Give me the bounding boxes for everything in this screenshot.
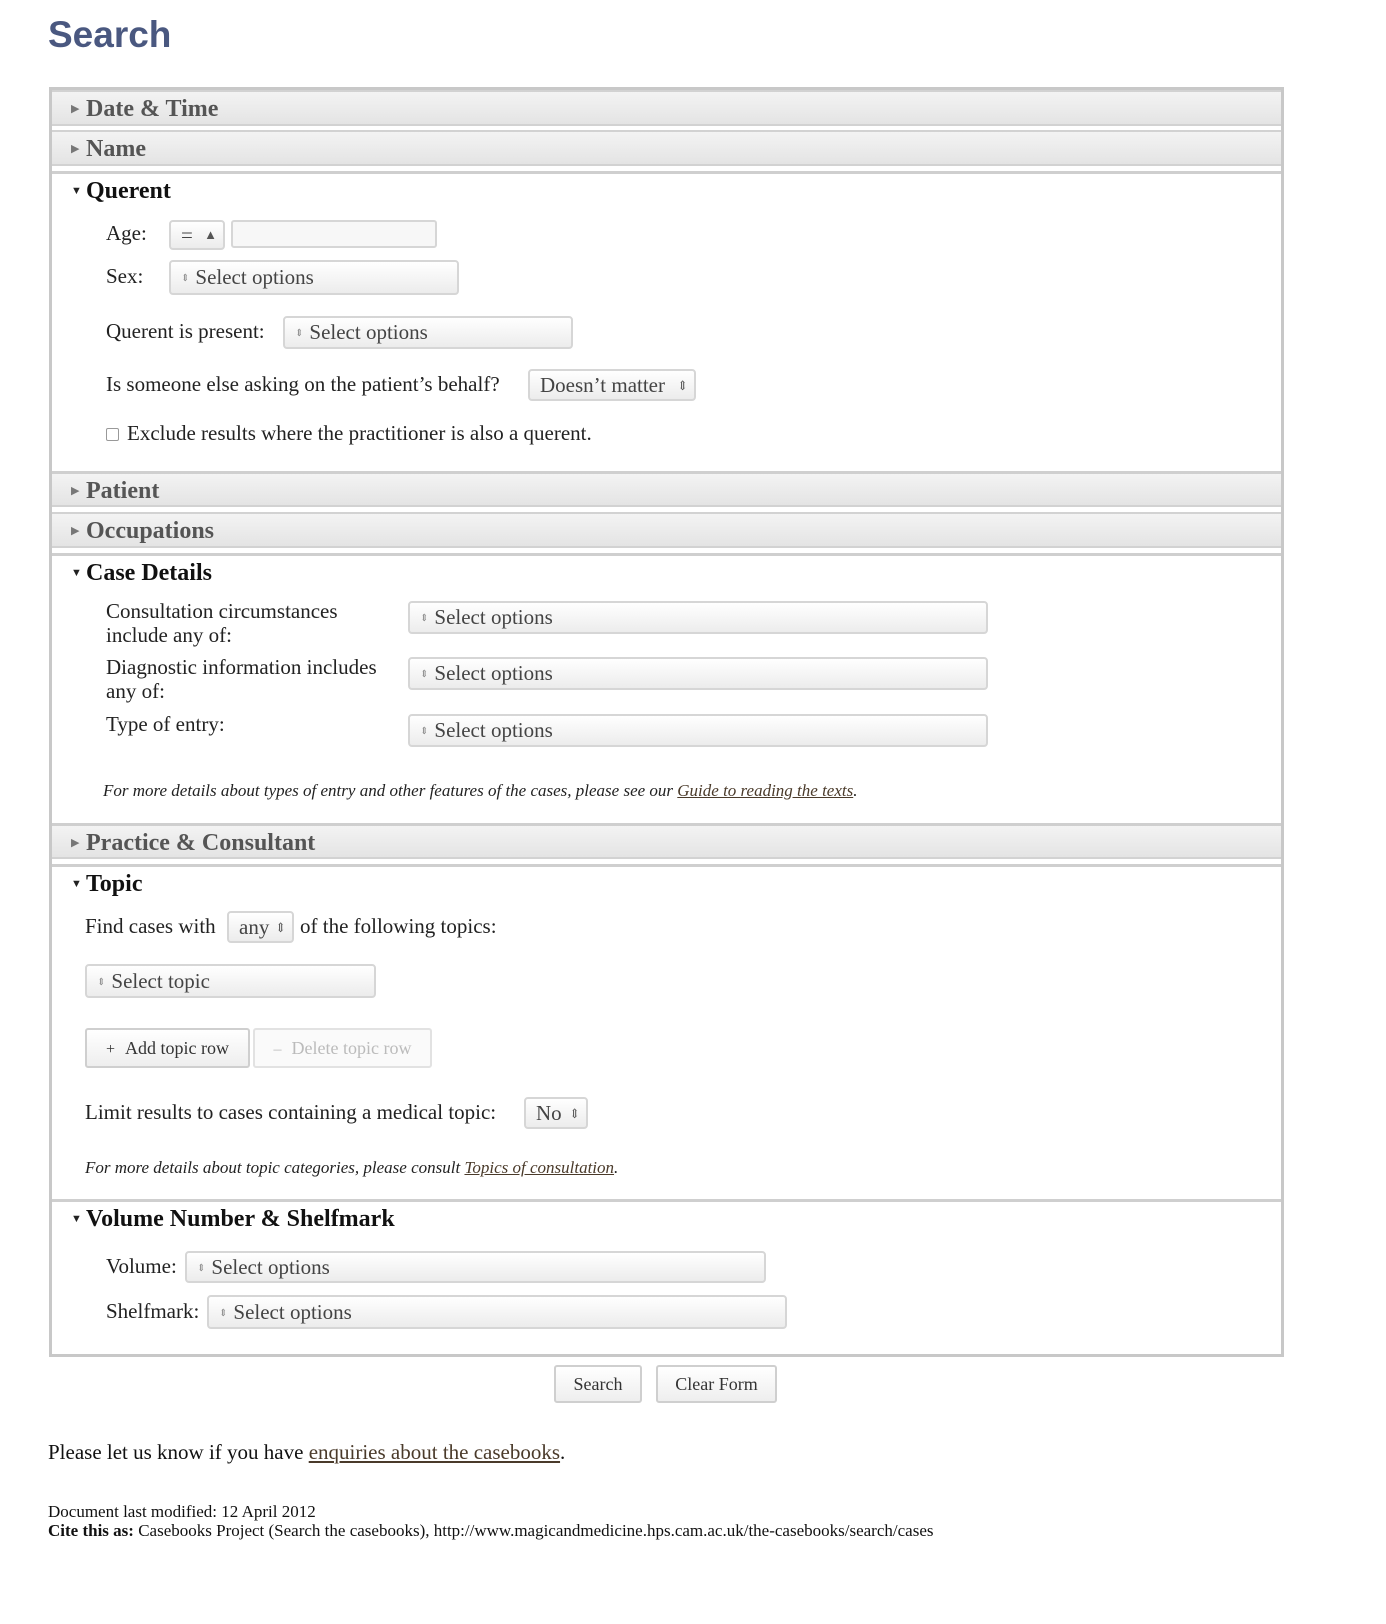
topic-mode-select[interactable]: any ⇕ — [227, 911, 294, 943]
circumstances-select[interactable]: ⇕ Select options — [408, 601, 988, 634]
shelfmark-label: Shelfmark: — [106, 1299, 200, 1323]
updown-arrows-icon: ⇕ — [197, 1263, 206, 1274]
section-title: Patient — [86, 478, 160, 504]
circumstances-label: Consultation circumstances include any of: — [106, 599, 338, 647]
triangle-down-icon: ▼ — [71, 878, 82, 890]
section-patient-header[interactable] — [52, 471, 1281, 507]
case-details-note: For more details about types of entry and other features of the cases, please see our Guide to reading the texts. — [103, 781, 858, 800]
updown-arrows-icon: ⇕ — [181, 273, 190, 284]
plus-icon: + — [105, 1041, 116, 1058]
section-title: Name — [86, 136, 146, 162]
updown-arrows-icon: ⇕ — [219, 1308, 228, 1319]
entry-type-select[interactable]: ⇕ Select options — [408, 714, 988, 747]
guide-link[interactable]: Guide to reading the texts — [677, 781, 854, 800]
diagnostic-label: Diagnostic information includes any of: — [106, 655, 377, 703]
triangle-down-icon: ▼ — [71, 185, 82, 197]
topic-note: For more details about topic categories, please consult Topics of consultation. — [85, 1158, 619, 1177]
section-topic-body — [52, 864, 1281, 1199]
updown-arrows-icon: ⇕ — [420, 613, 429, 624]
present-select[interactable]: ⇕ Select options — [283, 316, 573, 349]
age-label: Age: — [106, 221, 147, 245]
section-title: Practice & Consultant — [86, 830, 316, 856]
topic-select[interactable]: ⇕ Select topic — [85, 964, 376, 998]
citation — [48, 1521, 933, 1541]
section-case-details-body — [52, 553, 1281, 823]
page-title: Search — [48, 14, 172, 55]
last-modified: Document last modified: 12 April 2012 — [48, 1502, 316, 1521]
triangle-down-icon: ▼ — [71, 1213, 82, 1225]
updown-arrows-icon: ⇕ — [677, 378, 688, 393]
delete-topic-row-button[interactable]: – Delete topic row — [253, 1028, 432, 1068]
minus-icon: – — [273, 1041, 282, 1058]
updown-arrows-icon: ⇕ — [97, 977, 106, 988]
section-practice-header[interactable] — [52, 823, 1281, 859]
search-button[interactable]: Search — [554, 1365, 642, 1403]
clear-form-button[interactable]: Clear Form — [656, 1365, 777, 1403]
updown-arrows-icon: ⇕ — [569, 1106, 580, 1121]
section-volume-body — [52, 1199, 1281, 1354]
cite-label: Cite this as: — [48, 1521, 134, 1540]
triangle-right-icon: ▶ — [71, 103, 80, 115]
section-occupations-header[interactable] — [52, 512, 1281, 548]
behalf-select[interactable]: Doesn’t matter ⇕ — [528, 369, 696, 401]
sex-select[interactable]: ⇕ Select options — [169, 260, 459, 295]
volume-select[interactable]: ⇕ Select options — [185, 1251, 766, 1283]
updown-arrows-icon: ▲ — [204, 227, 217, 242]
section-querent-body — [52, 171, 1281, 471]
section-title: Occupations — [86, 518, 215, 544]
exclude-checkbox[interactable] — [106, 428, 119, 441]
enquiries-link[interactable]: enquiries about the casebooks — [308, 1440, 561, 1464]
section-title: Date & Time — [86, 96, 219, 122]
updown-arrows-icon: ⇕ — [295, 328, 304, 339]
shelfmark-select[interactable]: ⇕ Select options — [207, 1295, 787, 1329]
search-form — [49, 87, 1284, 1357]
enquiry-text: Please let us know if you have enquiries about the casebooks. — [48, 1440, 566, 1464]
section-name-header[interactable] — [52, 130, 1281, 166]
diagnostic-select[interactable]: ⇕ Select options — [408, 657, 988, 690]
age-operator-select[interactable]: = ▲ — [169, 220, 225, 250]
find-prefix: Find cases with — [85, 914, 216, 938]
triangle-right-icon: ▶ — [71, 485, 80, 497]
section-title: Topic — [86, 871, 143, 897]
medical-topic-select[interactable]: No ⇕ — [524, 1097, 588, 1129]
section-title: Querent — [86, 178, 171, 204]
section-title: Volume Number & Shelfmark — [86, 1206, 395, 1232]
triangle-right-icon: ▶ — [71, 525, 80, 537]
behalf-label: Is someone else asking on the patient’s behalf? — [106, 372, 500, 396]
cite-text: Casebooks Project (Search the casebooks), http://www.magicandmedicine.hps.cam.ac.uk/the-casebooks/search/cases — [133, 1521, 934, 1540]
updown-arrows-icon: ⇕ — [420, 669, 429, 680]
find-suffix: of the following topics: — [300, 914, 497, 938]
triangle-down-icon: ▼ — [71, 567, 82, 579]
section-title: Case Details — [86, 560, 212, 586]
add-topic-row-button[interactable]: + Add topic row — [85, 1028, 250, 1068]
volume-label: Volume: — [106, 1254, 177, 1278]
present-label: Querent is present: — [106, 319, 265, 343]
sex-label: Sex: — [106, 264, 144, 288]
entry-type-label: Type of entry: — [106, 712, 225, 736]
triangle-right-icon: ▶ — [71, 143, 80, 155]
updown-arrows-icon: ⇕ — [420, 726, 429, 737]
age-input[interactable] — [231, 220, 437, 248]
section-date-time-header[interactable] — [52, 90, 1281, 126]
topics-link[interactable]: Topics of consultation — [464, 1158, 615, 1177]
updown-arrows-icon: ⇕ — [275, 920, 286, 935]
triangle-right-icon: ▶ — [71, 837, 80, 849]
exclude-label: Exclude results where the practitioner is also a querent. — [127, 421, 592, 445]
medical-topic-label: Limit results to cases containing a medical topic: — [85, 1100, 497, 1124]
